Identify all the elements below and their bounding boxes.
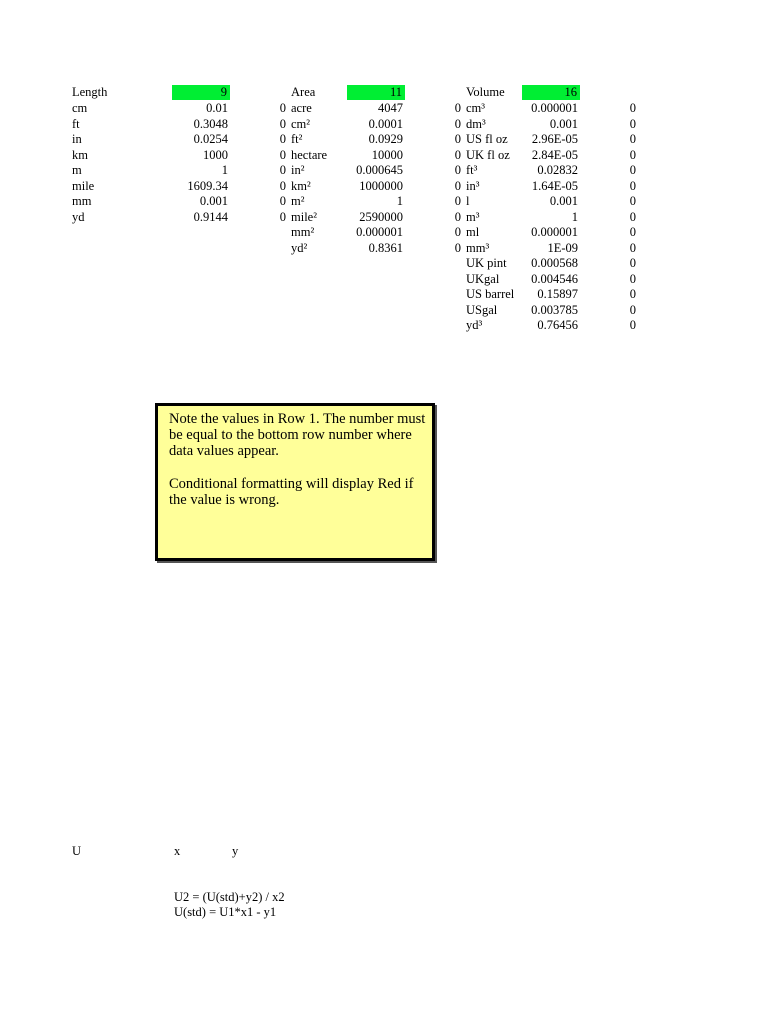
length-count[interactable]: 9 xyxy=(172,85,230,100)
area-factor-cell[interactable]: 0.8361 xyxy=(368,241,403,255)
volume-factor-cell[interactable]: 0.02832 xyxy=(537,163,578,177)
volume-factor-cell[interactable]: 1 xyxy=(571,210,578,224)
length-result-cell[interactable]: 0 xyxy=(279,179,286,193)
length-result-cell[interactable]: 0 xyxy=(279,101,286,115)
volume-result-cell[interactable]: 0 xyxy=(629,148,636,162)
volume-result-cell[interactable]: 0 xyxy=(629,179,636,193)
area-result-cell[interactable]: 0 xyxy=(454,179,461,193)
volume-factor-cell[interactable]: 0.004546 xyxy=(531,272,578,286)
area-unit-cell[interactable]: mm² xyxy=(291,225,315,239)
volume-factor-cell[interactable]: 0.000568 xyxy=(531,256,578,270)
area-result-cell[interactable]: 0 xyxy=(454,241,461,255)
length-header[interactable]: Length xyxy=(72,85,108,99)
volume-factor-cell[interactable]: 0.76456 xyxy=(537,318,578,332)
area-factor-cell[interactable]: 1 xyxy=(396,194,403,208)
volume-unit-cell[interactable]: UK fl oz xyxy=(466,148,510,162)
area-unit-cell[interactable]: yd² xyxy=(291,241,308,255)
volume-result-cell[interactable]: 0 xyxy=(629,256,636,270)
area-result-cell[interactable]: 0 xyxy=(454,148,461,162)
area-factor-cell[interactable]: 0.000645 xyxy=(356,163,403,177)
length-unit-cell[interactable]: in xyxy=(72,132,82,146)
area-factor-cell[interactable]: 0.000001 xyxy=(356,225,403,239)
x-label[interactable]: x xyxy=(174,844,181,858)
area-factor-cell[interactable]: 0.0929 xyxy=(368,132,403,146)
volume-result-cell[interactable]: 0 xyxy=(629,132,636,146)
volume-unit-cell[interactable]: yd³ xyxy=(466,318,483,332)
area-unit-cell[interactable]: ft² xyxy=(291,132,303,146)
note-paragraph-1: Note the values in Row 1. The number must be equal to the bottom row number where data values appear. xyxy=(169,411,426,459)
volume-unit-cell[interactable]: ml xyxy=(466,225,480,239)
length-factor-cell[interactable]: 1609.34 xyxy=(187,179,228,193)
length-unit-cell[interactable]: mile xyxy=(72,179,95,193)
area-unit-cell[interactable]: km² xyxy=(291,179,311,193)
area-factor-cell[interactable]: 4047 xyxy=(378,101,403,115)
area-result-cell[interactable]: 0 xyxy=(454,210,461,224)
area-unit-cell[interactable]: acre xyxy=(291,101,312,115)
volume-factor-cell[interactable]: 0.001 xyxy=(549,194,578,208)
area-unit-cell[interactable]: mile² xyxy=(291,210,317,224)
length-unit-cell[interactable]: ft xyxy=(72,117,80,131)
area-factor-cell[interactable]: 10000 xyxy=(371,148,403,162)
formula-ustd[interactable]: U(std) = U1*x1 - y1 xyxy=(174,905,277,919)
volume-result-cell[interactable]: 0 xyxy=(629,318,636,332)
volume-unit-cell[interactable]: in³ xyxy=(466,179,480,193)
volume-header[interactable]: Volume xyxy=(466,85,505,99)
length-factor-cell[interactable]: 0.001 xyxy=(199,194,228,208)
y-label[interactable]: y xyxy=(232,844,239,858)
length-result-cell[interactable]: 0 xyxy=(279,132,286,146)
length-factor-cell[interactable]: 1000 xyxy=(203,148,228,162)
length-result-cell[interactable]: 0 xyxy=(279,194,286,208)
length-unit-cell[interactable]: mm xyxy=(72,194,92,208)
formula-u2[interactable]: U2 = (U(std)+y2) / x2 xyxy=(174,890,285,904)
volume-factor-cell[interactable]: 0.000001 xyxy=(531,225,578,239)
volume-result-cell[interactable]: 0 xyxy=(629,241,636,255)
volume-factor-cell[interactable]: 0.003785 xyxy=(531,303,578,317)
length-result-cell[interactable]: 0 xyxy=(279,117,286,131)
note-paragraph-2: Conditional formatting will display Red if the value is wrong. xyxy=(169,476,414,508)
length-factor-cell[interactable]: 0.01 xyxy=(206,101,228,115)
volume-unit-cell[interactable]: l xyxy=(466,194,470,208)
area-factor-cell[interactable]: 0.0001 xyxy=(368,117,403,131)
area-result-cell[interactable]: 0 xyxy=(454,194,461,208)
area-result-cell[interactable]: 0 xyxy=(454,117,461,131)
volume-factor-cell[interactable]: 1.64E-05 xyxy=(531,179,578,193)
volume-result-cell[interactable]: 0 xyxy=(629,101,636,115)
volume-unit-cell[interactable]: USgal xyxy=(466,303,498,317)
note-box[interactable] xyxy=(155,403,435,561)
volume-result-cell[interactable]: 0 xyxy=(629,163,636,177)
volume-result-cell[interactable]: 0 xyxy=(629,287,636,301)
volume-factor-cell[interactable]: 0.15897 xyxy=(537,287,578,301)
length-unit-cell[interactable]: m xyxy=(72,163,82,177)
volume-unit-cell[interactable]: ft³ xyxy=(466,163,478,177)
volume-count[interactable]: 16 xyxy=(522,85,580,100)
area-header[interactable]: Area xyxy=(291,85,316,99)
length-factor-cell[interactable]: 0.9144 xyxy=(193,210,228,224)
area-result-cell[interactable]: 0 xyxy=(454,163,461,177)
length-unit-cell[interactable]: cm xyxy=(72,101,88,115)
length-factor-cell[interactable]: 0.3048 xyxy=(193,117,228,131)
length-factor-cell[interactable]: 1 xyxy=(221,163,228,177)
volume-unit-cell[interactable]: mm³ xyxy=(466,241,490,255)
volume-unit-cell[interactable]: cm³ xyxy=(466,101,486,115)
length-result-cell[interactable]: 0 xyxy=(279,148,286,162)
u-label[interactable]: U xyxy=(72,844,82,858)
volume-result-cell[interactable]: 0 xyxy=(629,272,636,286)
volume-factor-cell[interactable]: 2.96E-05 xyxy=(531,132,578,146)
volume-result-cell[interactable]: 0 xyxy=(629,210,636,224)
area-unit-cell[interactable]: hectare xyxy=(291,148,328,162)
volume-unit-cell[interactable]: m³ xyxy=(466,210,480,224)
volume-unit-cell[interactable]: US barrel xyxy=(466,287,515,301)
volume-factor-cell[interactable]: 2.84E-05 xyxy=(531,148,578,162)
length-unit-cell[interactable]: yd xyxy=(72,210,85,224)
volume-result-cell[interactable]: 0 xyxy=(629,194,636,208)
area-result-cell[interactable]: 0 xyxy=(454,101,461,115)
volume-unit-cell[interactable]: UKgal xyxy=(466,272,500,286)
length-factor-cell[interactable]: 0.0254 xyxy=(193,132,228,146)
area-result-cell[interactable]: 0 xyxy=(454,225,461,239)
volume-unit-cell[interactable]: UK pint xyxy=(466,256,507,270)
length-result-cell[interactable]: 0 xyxy=(279,210,286,224)
volume-factor-cell[interactable]: 0.001 xyxy=(549,117,578,131)
area-unit-cell[interactable]: in² xyxy=(291,163,305,177)
volume-result-cell[interactable]: 0 xyxy=(629,117,636,131)
volume-factor-cell[interactable]: 1E-09 xyxy=(547,241,578,255)
volume-factor-cell[interactable]: 0.000001 xyxy=(531,101,578,115)
volume-unit-cell[interactable]: dm³ xyxy=(466,117,486,131)
area-factor-cell[interactable]: 1000000 xyxy=(359,179,403,193)
length-unit-cell[interactable]: km xyxy=(72,148,88,162)
volume-result-cell[interactable]: 0 xyxy=(629,303,636,317)
volume-result-cell[interactable]: 0 xyxy=(629,225,636,239)
area-count[interactable]: 11 xyxy=(347,85,405,100)
area-unit-cell[interactable]: cm² xyxy=(291,117,311,131)
area-factor-cell[interactable]: 2590000 xyxy=(359,210,403,224)
area-result-cell[interactable]: 0 xyxy=(454,132,461,146)
area-unit-cell[interactable]: m² xyxy=(291,194,305,208)
length-result-cell[interactable]: 0 xyxy=(279,163,286,177)
volume-unit-cell[interactable]: US fl oz xyxy=(466,132,508,146)
